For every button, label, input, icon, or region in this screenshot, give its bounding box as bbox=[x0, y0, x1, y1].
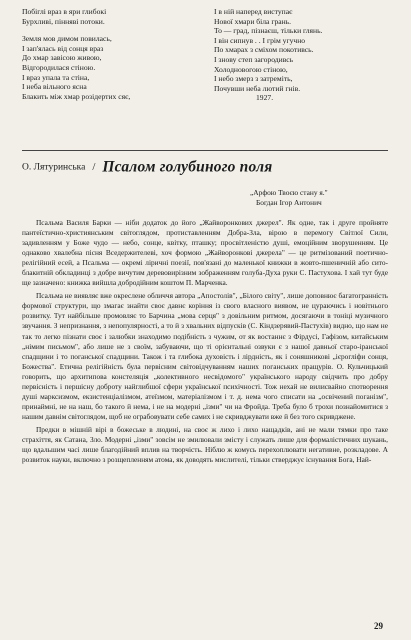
article-author: О. Лятуринська bbox=[22, 162, 86, 173]
paragraph: Псальма не виявляє вже окреслене обличчя автора „Апостолів", „Білого світу", лише доповнює багатогранність формової структури, що змагає знайти своє давнє коріння із свого власного виявом, не цураючись і новітнього розвитку. Тут найбільше промовляє то Барчина „мова серця" з довільним ритмом, досягаючи в тоніці музичного звучання. З непризнання, з непопулярності, а то й з хвальних відпусків (С. Кіндзерявий-Пастухів) видно, що нам не так то легко пізнати своє і залюбки знаходимо подібність з чужим, от як востаннє з Фірдусі, Гафізом, китайським „німим письмом", або лише не з своїм, забуваючи, що ті орієнтальні озвуки є з нашої давньої старо-іранської спадщини і то поганської спадщини. Також і та глибока духовість і лірдність, як і соняшникові „ієрогліфи сонця, Божества". Етична релігійність була первісним світовідчуванням наших поганських пращурів. О. Кульчицький говорить, що архитипова констеляція „колективного несвідомого" українського народу свідчить про добру первісність і першісну доброту найглибшої сфери української психічності. Тож нехай не вилисвайно спотворення душі марксизмом, екзистенціалізмом, атеїзмом, матеріалізмом і т. д. нема чого списати на „освічений поганізм", принаймні, не на наш, бо такого й нема, і не на модерні „ізми" чи на Фройда. Треба було б трохи познайомитися з нашим давнім світоглядом, щоб не ограбовувати себе самих і не скривджувати вже й без того скривджене. bbox=[22, 291, 388, 421]
poem-right-column bbox=[214, 7, 322, 103]
poem-line: І знову степ загородивсь bbox=[214, 54, 294, 64]
poem-line: По хмарах з сміхом покотивсь. bbox=[214, 45, 314, 55]
paragraph: Предки в мішній вірі в божеське в людині, на своє ж лихо і лихо нащадків, ані не мали тямки про таке страхіття, як Сатана, Зло. Модерні „ізми" зовсім не змилювали змісту і служать лише для формалістичних шукань, що вдальшим часі лише благодійний вплив на творчість. Ніблю ж комусь перехоплювати негативне, розкладове. А розвиток науки, включно з розщепленням атома, як доводять мислителі, тільки стверджує існування Бога, Най- bbox=[22, 424, 388, 465]
poem-line: Земля мов димом повилась, bbox=[22, 34, 112, 44]
poem-line: Блакить між хмар розідертих сяє, bbox=[22, 91, 131, 101]
epigraph-attribution: Богдан Ігор Антонич bbox=[256, 198, 322, 207]
header-separator: / bbox=[92, 161, 96, 174]
article-title: Псалом голубиного поля bbox=[102, 158, 273, 176]
poem-line: І неба вільного ясна bbox=[22, 82, 87, 92]
poem-left-column bbox=[22, 7, 130, 101]
poem-line: Бурхливі, пінняві потоки. bbox=[22, 16, 105, 26]
poem-line: Відгородилася стіною. bbox=[22, 62, 96, 72]
stanza-break bbox=[22, 26, 130, 34]
poem-date: 1927. bbox=[256, 93, 274, 103]
epigraph-quote: „Арфою Твоєю стану я." bbox=[250, 188, 328, 197]
paragraph: Псальма Василя Барки — ніби додаток до його „Жайворонкових джерел". Як одне, так і друге пройняте пантеїстично-християнським світоглядом, протиставленням Добра-Зла, вірою в перемогу Світлої Сили, задивленням у Боже чудо — небо, сонце, квітку, пташку; просвітленістю душі, емоційним зворушенням. Це однаково хвалебна пісня Вседержителеві, хоч формою „Жайворонкові джерела" — це ритмізований поетично-релігійний есей, а Псальма — окремі ліричні поезії, пов'язані до маленької книжки в жовто-пшеничній або сито-блакитній обкладинці з добре вичутим деревовирізним зображенням голуба-Духа руки С. Пастухова. І хай тут буде ще зазначено: книжка вийшла добродійним коштом П. Марченка. bbox=[22, 218, 388, 288]
poem-line: І небо змерз з затреміть, bbox=[214, 74, 293, 84]
poem-line: І він сипнув . . І грім угучно bbox=[214, 35, 306, 45]
epigraph bbox=[250, 188, 328, 208]
poem-line: Побіглі враз в яри глибокі bbox=[22, 7, 107, 16]
poem-line: І в ній наперед виступає bbox=[214, 7, 293, 16]
page-number: 29 bbox=[374, 621, 383, 631]
section-divider bbox=[22, 150, 388, 151]
article-body bbox=[22, 218, 388, 465]
poem-line: Нової хмари біла грань. bbox=[214, 16, 292, 26]
article-header bbox=[22, 158, 392, 176]
poem-line: До хмар завісою живою, bbox=[22, 53, 102, 63]
poem-line: І враз упала та стіна, bbox=[22, 72, 90, 82]
poem-line: То — град, пізнаєш, тільки глянь. bbox=[214, 26, 323, 36]
poem-line: Холодновогою стіною, bbox=[214, 64, 288, 74]
poem-line: І зап'ялась від сонця враз bbox=[22, 43, 104, 53]
poem-line: Почувши неба лютий гнів. bbox=[214, 83, 301, 93]
